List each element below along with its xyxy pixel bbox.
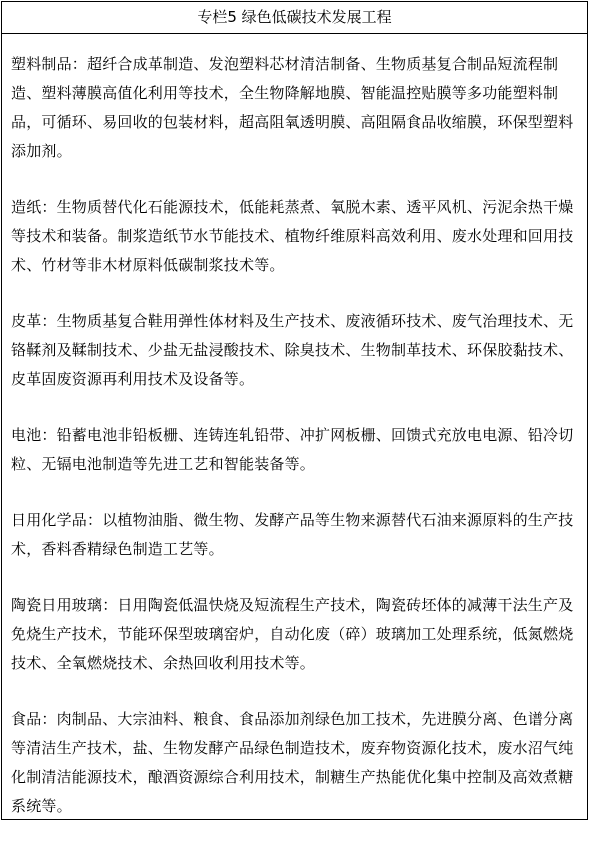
section-papermaking	[11, 193, 581, 280]
section-heading: 日用化学品：	[11, 511, 103, 529]
section-daily-chemicals	[11, 506, 581, 564]
section-plastic-products	[11, 50, 581, 166]
section-text: 生物质基复合鞋用弹性体材料及生产技术、废液循环技术、废气治理技术、无铬鞣剂及鞣制技术、少盐无盐浸酸技术、除臭技术、生物制革技术、环保胶黏技术、皮革固废资源再利用技术及设备等。	[11, 312, 574, 388]
section-text: 日用陶瓷低温快烧及短流程生产技术，陶瓷砖坯体的减薄干法生产及免烧生产技术，节能环保型玻璃窑炉，自动化废（碎）玻璃加工处理系统，低氮燃烧技术、全氧燃烧技术、余热回收利用技术等。	[11, 596, 574, 672]
section-leather	[11, 307, 581, 394]
section-heading: 塑料制品：	[11, 55, 88, 73]
section-heading: 陶瓷日用玻璃：	[11, 596, 118, 614]
section-heading: 造纸：	[11, 198, 57, 216]
document-title: 专栏5 绿色低碳技术发展工程	[1, 1, 588, 34]
section-heading: 电池：	[11, 426, 57, 444]
section-text: 铅蓄电池非铅板栅、连铸连轧铅带、冲扩网板栅、回馈式充放电电源、铅冷切粒、无镉电池制造等先进工艺和智能装备等。	[11, 426, 574, 473]
section-food	[11, 705, 581, 821]
section-heading: 食品：	[11, 710, 57, 728]
section-text: 超纤合成革制造、发泡塑料芯材清洁制备、生物质基复合制品短流程制造、塑料薄膜高值化利用等技术，全生物降解地膜、智能温控贴膜等多功能塑料制品，可循环、易回收的包装材料，超高阻氧透明膜、高阻隔食品收缩膜，环保型塑料添加剂。	[11, 55, 574, 160]
section-text: 肉制品、大宗油料、粮食、食品添加剂绿色加工技术，先进膜分离、色谱分离等清洁生产技术，盐、生物发酵产品绿色制造技术，废弃物资源化技术，废水沼气纯化制清洁能源技术，酿酒资源综合利用技术，制糖生产热能优化集中控制及高效煮糖系统等。	[11, 710, 574, 815]
section-heading: 皮革：	[11, 312, 57, 330]
document-content	[11, 50, 581, 848]
section-text: 以植物油脂、微生物、发酵产品等生物来源替代石油来源原料的生产技术，香料香精绿色制造工艺等。	[11, 511, 574, 558]
section-battery	[11, 421, 581, 479]
section-text: 生物质替代化石能源技术，低能耗蒸煮、氧脱木素、透平风机、污泥余热干燥等技术和装备。制浆造纸节水节能技术、植物纤维原料高效利用、废水处理和回用技术、竹材等非木材原料低碳制浆技术等。	[11, 198, 574, 274]
section-ceramics-glass	[11, 591, 581, 678]
